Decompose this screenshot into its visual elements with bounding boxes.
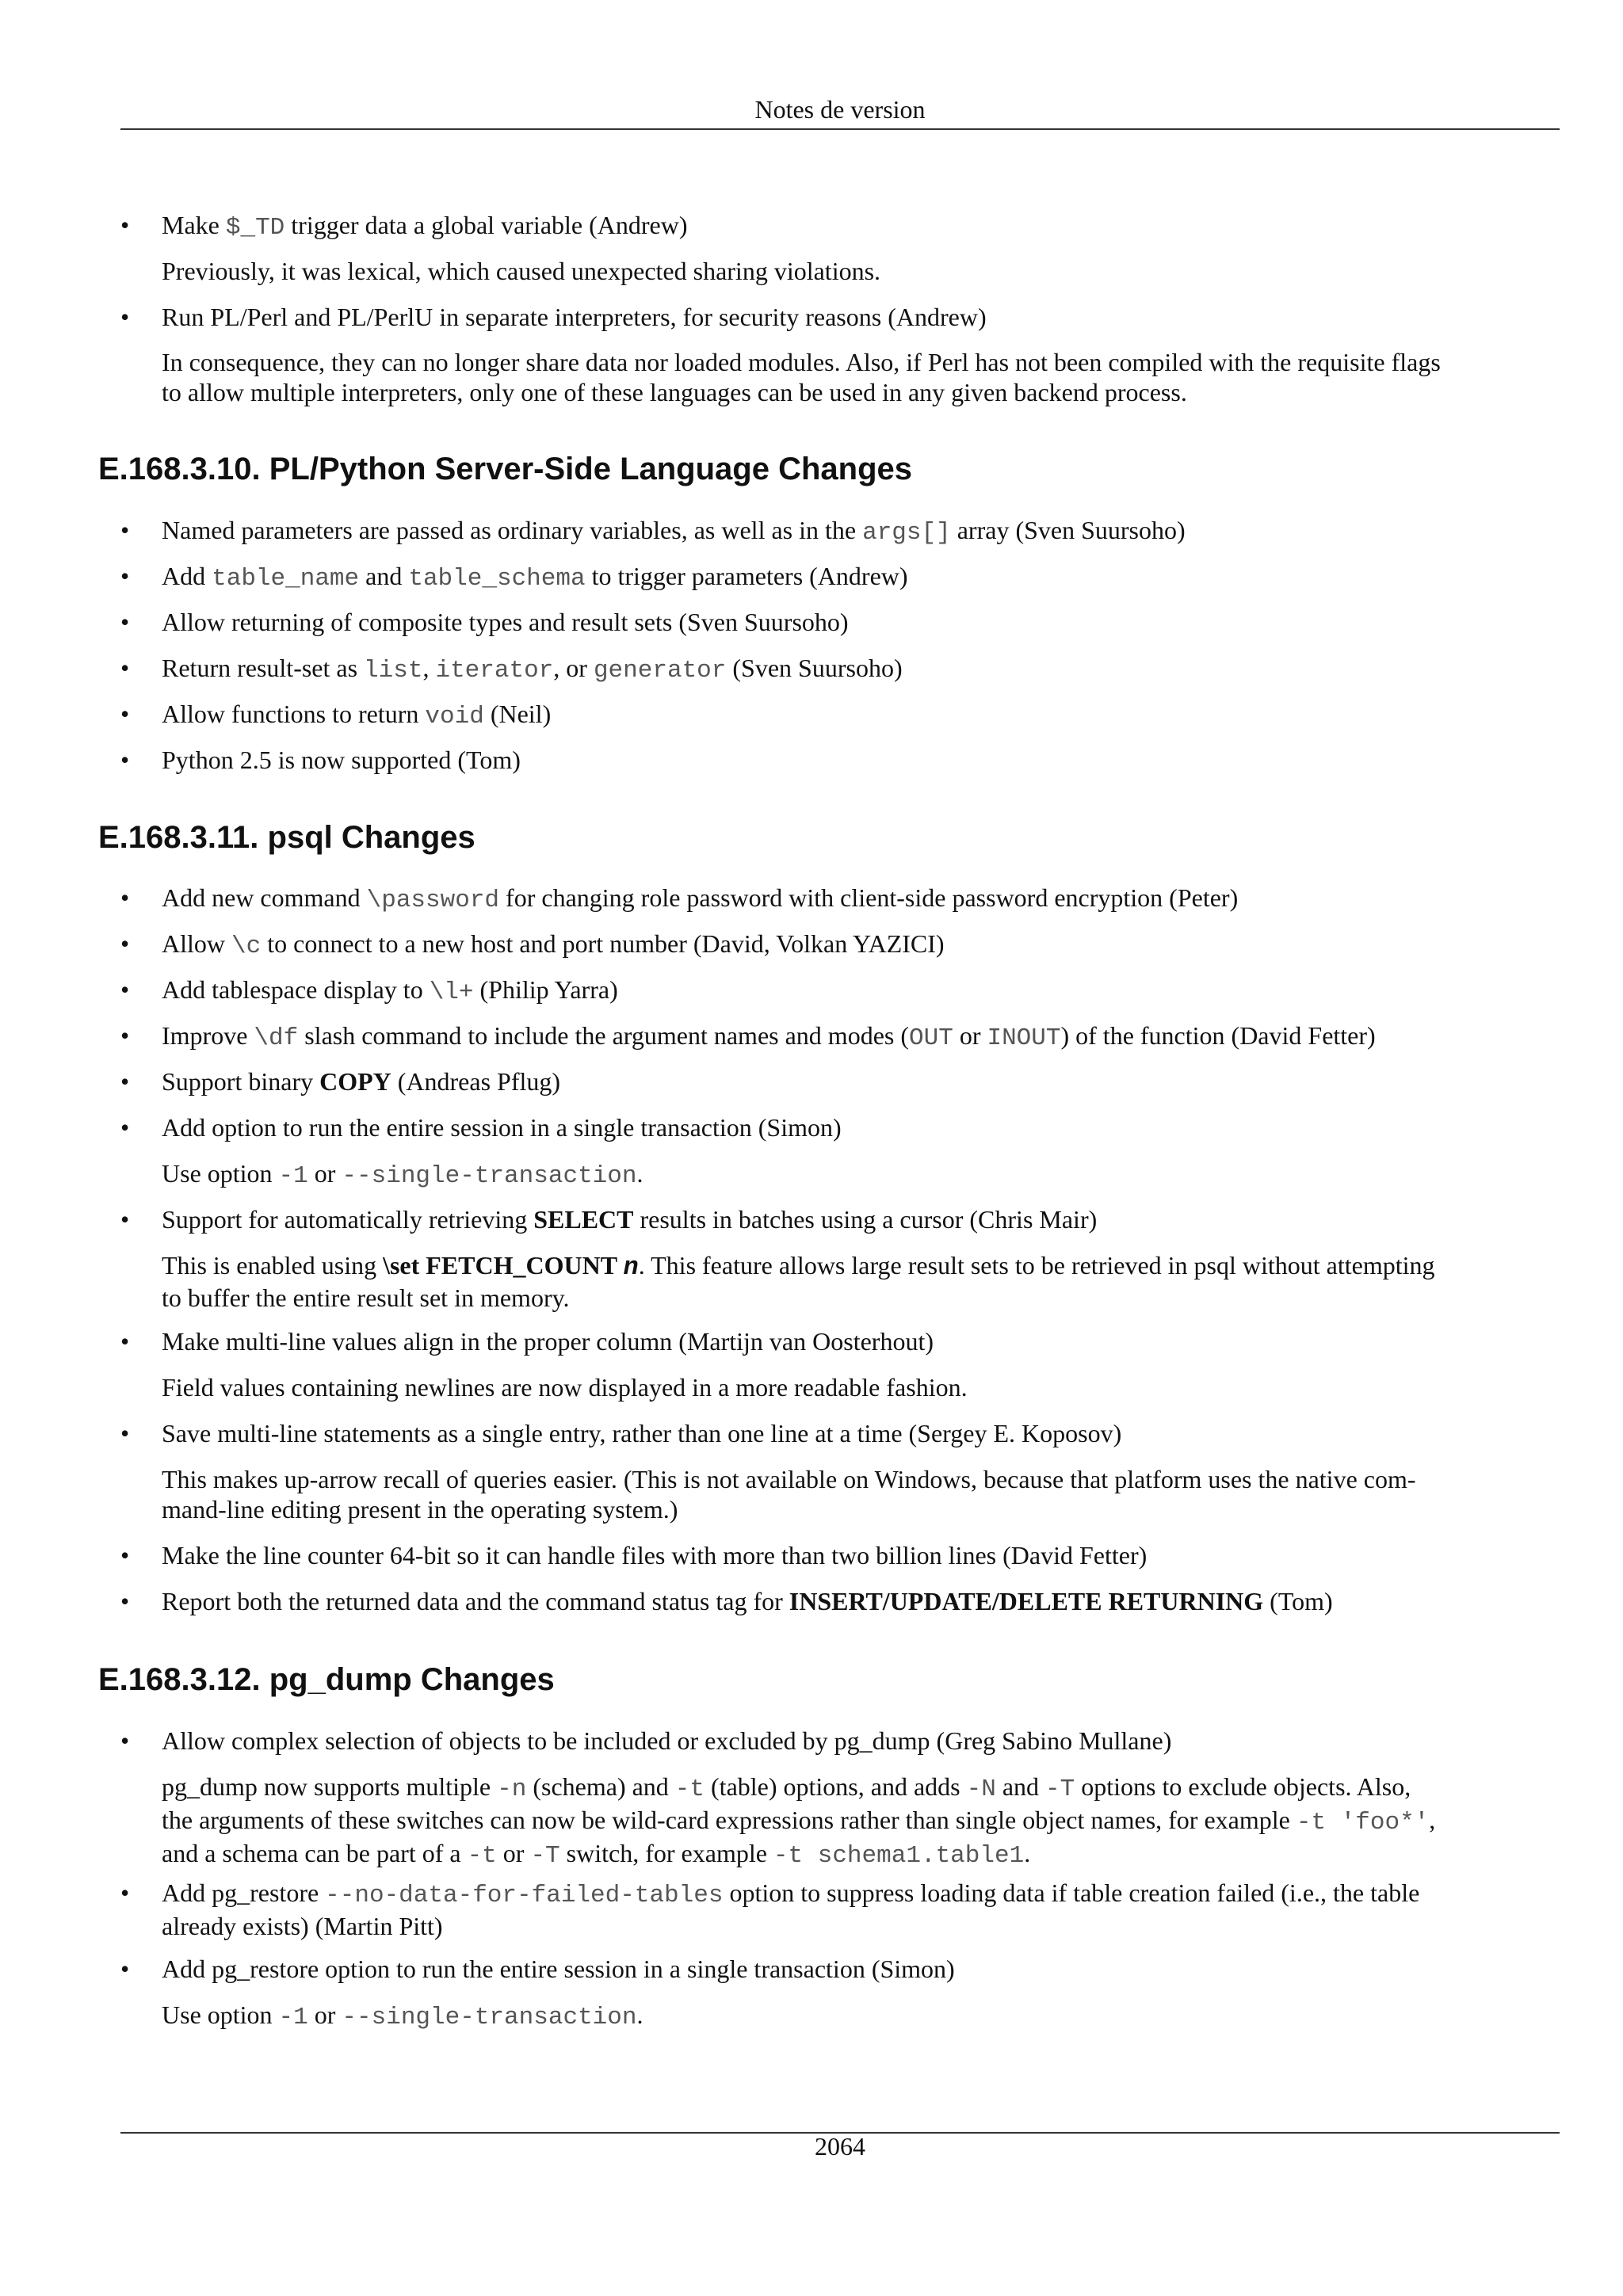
bullet: • xyxy=(120,929,130,958)
item-description: This makes up-arrow recall of queries easier. (This is not available on Windows, because that platform uses the native com- mand-line editing present in the operating system.) xyxy=(162,1465,1416,1524)
item-description: In consequence, they can no longer share data nor loaded modules. Also, if Perl has not been compiled with the requisite flags to allow multiple interpreters, only one of these languages can be used in any given backend process. xyxy=(162,348,1441,406)
item-description: Use option -1 or --single-transaction. xyxy=(162,2000,643,2031)
section-heading: E.168.3.12. pg_dump Changes xyxy=(98,1662,555,1697)
bullet: • xyxy=(120,1113,130,1142)
list-item-text: Return result-set as list, iterator, or generator (Sven Suursoho) xyxy=(162,654,903,685)
bullet: • xyxy=(120,608,130,636)
list-item-text: Run PL/Perl and PL/PerlU in separate interpreters, for security reasons (Andrew) xyxy=(162,303,987,331)
list-item-text: Add table_name and table_schema to trigger parameters (Andrew) xyxy=(162,562,908,593)
bullet: • xyxy=(120,975,130,1004)
bullet: • xyxy=(120,1205,130,1234)
header-rule xyxy=(120,128,1560,130)
list-item-text: Support binary COPY (Andreas Pflug) xyxy=(162,1067,561,1096)
list-item-text: Allow complex selection of objects to be included or excluded by pg_dump (Greg Sabino Mullane) xyxy=(162,1726,1172,1755)
page-header: Notes de version xyxy=(754,95,926,124)
list-item-text: Add tablespace display to \l+ (Philip Yarra) xyxy=(162,975,618,1006)
bullet: • xyxy=(120,1327,130,1356)
bullet: • xyxy=(120,1955,130,1983)
list-item-text: Add option to run the entire session in a single transaction (Simon) xyxy=(162,1113,842,1142)
bullet: • xyxy=(120,1021,130,1050)
bullet: • xyxy=(120,883,130,912)
bullet: • xyxy=(120,562,130,590)
list-item-text: Allow functions to return void (Neil) xyxy=(162,700,552,730)
bullet: • xyxy=(120,1541,130,1569)
list-item-text: Make $_TD trigger data a global variable (Andrew) xyxy=(162,211,688,242)
list-item-text: Improve \df slash command to include the argument names and modes (OUT or INOUT) of the function (David Fetter) xyxy=(162,1021,1376,1052)
list-item-text: Python 2.5 is now supported (Tom) xyxy=(162,746,521,774)
list-item-text: Add new command \password for changing role password with client-side password encryption (Peter) xyxy=(162,883,1239,914)
item-description: pg_dump now supports multiple -n (schema) and -t (table) options, and adds -N and -T options to exclude objects. Also, the arguments of these switches can now be wild-card expressions rather than single object names, for example -t 'foo*', and a schema can be part of a -t or -T switch, for example -t schema1.table1. xyxy=(162,1772,1436,1870)
bullet: • xyxy=(120,1419,130,1447)
bullet: • xyxy=(120,1726,130,1755)
bullet: • xyxy=(120,1878,130,1907)
bullet: • xyxy=(120,211,130,239)
bullet: • xyxy=(120,516,130,544)
list-item-text: Allow \c to connect to a new host and port number (David, Volkan YAZICI) xyxy=(162,929,945,960)
list-item-text: Add pg_restore option to run the entire session in a single transaction (Simon) xyxy=(162,1955,955,1983)
list-item-text: Add pg_restore --no-data-for-failed-tables option to suppress loading data if table creation failed (i.e., the table already exists) (Martin Pitt) xyxy=(162,1878,1420,1940)
list-item-text: Make multi-line values align in the proper column (Martijn van Oosterhout) xyxy=(162,1327,934,1356)
bullet: • xyxy=(120,1587,130,1615)
bullet: • xyxy=(120,746,130,774)
bullet: • xyxy=(120,303,130,331)
item-description: This is enabled using \set FETCH_COUNT n. This feature allows large result sets to be retrieved in psql without attempting to buffer the entire result set in memory. xyxy=(162,1251,1435,1312)
bullet: • xyxy=(120,654,130,682)
list-item-text: Support for automatically retrieving SELECT results in batches using a cursor (Chris Mair) xyxy=(162,1205,1098,1234)
list-item-text: Report both the returned data and the command status tag for INSERT/UPDATE/DELETE RETURNING (Tom) xyxy=(162,1587,1333,1615)
item-description: Use option -1 or --single-transaction. xyxy=(162,1159,643,1190)
bullet: • xyxy=(120,700,130,728)
item-description: Field values containing newlines are now displayed in a more readable fashion. xyxy=(162,1373,968,1402)
section-heading: E.168.3.10. PL/Python Server-Side Language Changes xyxy=(98,452,913,486)
list-item-text: Make the line counter 64-bit so it can handle files with more than two billion lines (David Fetter) xyxy=(162,1541,1148,1569)
list-item-text: Allow returning of composite types and result sets (Sven Suursoho) xyxy=(162,608,849,636)
list-item-text: Named parameters are passed as ordinary variables, as well as in the args[] array (Sven Suursoho) xyxy=(162,516,1186,547)
list-item-text: Save multi-line statements as a single entry, rather than one line at a time (Sergey E. Koposov) xyxy=(162,1419,1122,1447)
bullet: • xyxy=(120,1067,130,1096)
section-heading: E.168.3.11. psql Changes xyxy=(98,820,475,855)
item-description: Previously, it was lexical, which caused unexpected sharing violations. xyxy=(162,257,881,285)
page-number: 2064 xyxy=(815,2132,865,2161)
